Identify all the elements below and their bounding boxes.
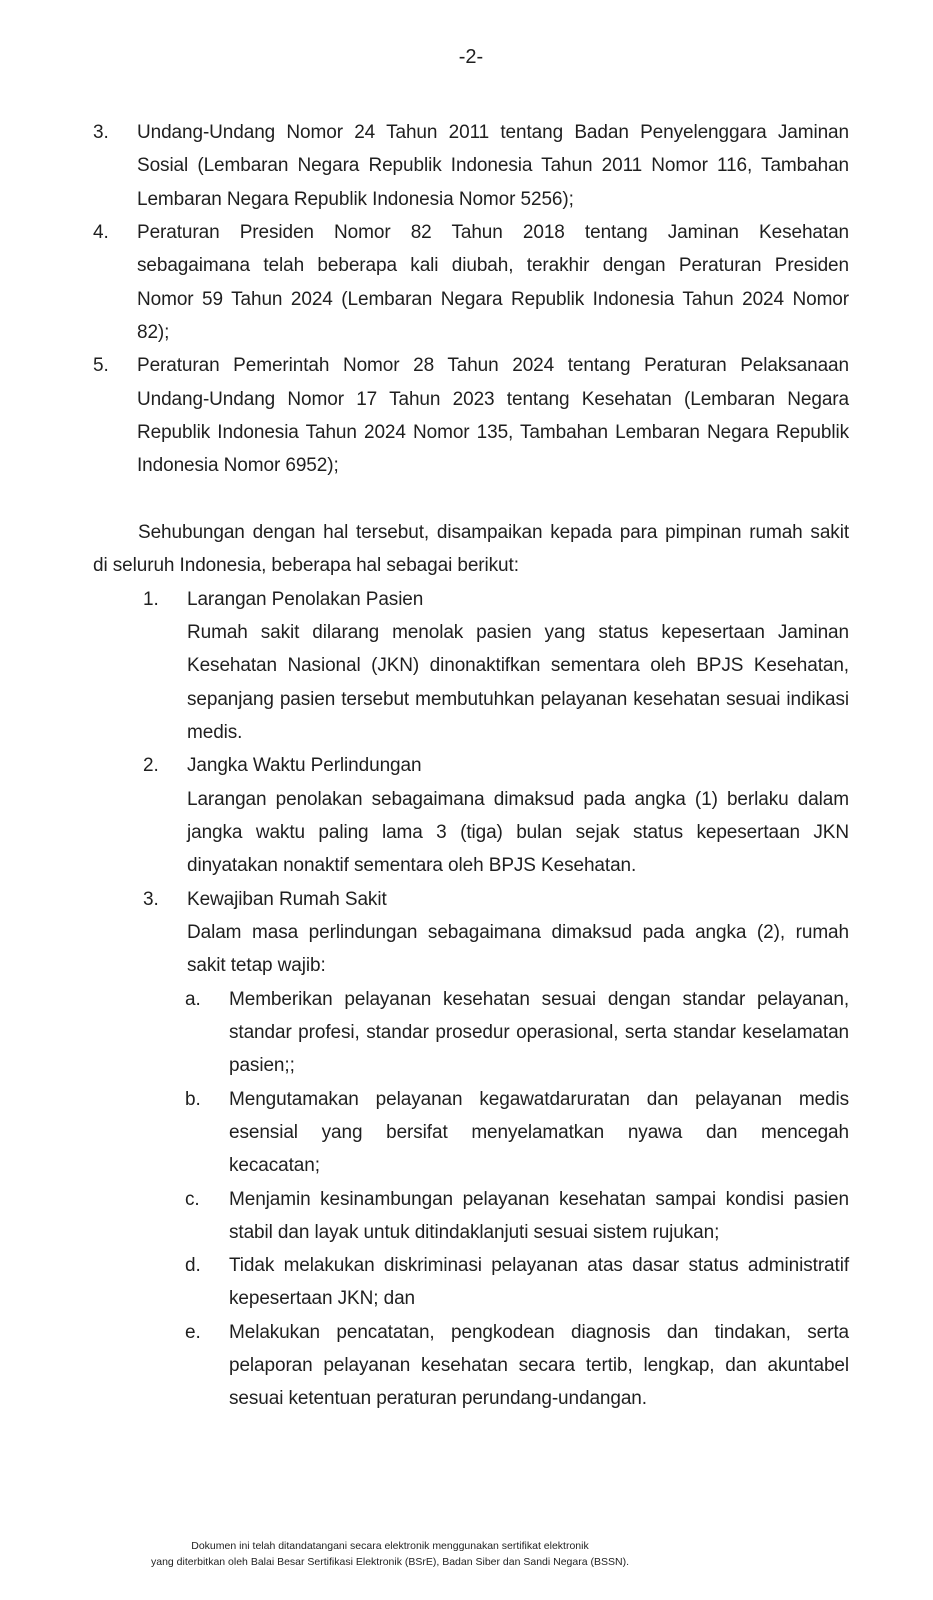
paragraph [93, 516, 849, 583]
list-item-3 [93, 116, 849, 216]
text-line: sakit tetap wajib: [187, 955, 326, 977]
list-marker [143, 616, 187, 749]
list-marker: 1. [143, 588, 159, 610]
text-line: di seluruh Indonesia, beberapa hal sebagai berikut: [93, 555, 519, 577]
list-item-body [93, 783, 849, 883]
list-marker: 3. [93, 122, 109, 143]
text-line: dinyatakan nonaktif sementara oleh BPJS Kesehatan. [187, 855, 637, 877]
text-line: Sosial (Lembaran Negara Republik Indonesia Tahun 2011 Nomor 116, Tambahan [137, 155, 849, 177]
text-lines [187, 749, 849, 782]
text-line: Jangka Waktu Perlindungan [187, 755, 422, 777]
list-item-3 [93, 883, 849, 916]
list-marker: 2. [143, 755, 159, 777]
text-line: Undang-Undang Nomor 24 Tahun 2011 tentang Badan Penyelenggara Jaminan [137, 122, 849, 143]
text-lines [229, 1183, 849, 1250]
list-marker: 3. [143, 888, 159, 910]
text-line: Peraturan Presiden Nomor 82 Tahun 2018 tentang Jaminan Kesehatan [137, 221, 849, 243]
text-lines [137, 216, 849, 349]
text-lines [229, 983, 849, 1083]
text-lines [187, 616, 849, 749]
list-marker [143, 783, 187, 883]
footer-line-1: Dokumen ini telah ditandatangani secara elektronik menggunakan sertifikat elektronik [191, 1540, 589, 1552]
page-number: -2- [458, 46, 484, 68]
text-lines [187, 783, 849, 883]
footer-line-2: yang diterbitkan oleh Balai Besar Sertifikasi Elektronik (BSrE), Badan Siber dan Sandi Negara (BSSN). [151, 1555, 629, 1568]
list-marker: c. [185, 1188, 200, 1210]
text-line: Larangan Penolakan Pasien [187, 588, 424, 610]
text-line: jangka waktu paling lama 3 (tiga) bulan sejak status kepesertaan JKN [187, 821, 849, 843]
text-line: Kewajiban Rumah Sakit [187, 888, 387, 910]
text-line: Peraturan Pemerintah Nomor 28 Tahun 2024 tentang Peraturan Pelaksanaan [137, 355, 849, 377]
list-item-b [93, 1083, 849, 1183]
list-item-body [93, 616, 849, 749]
text-line: kecacatan; [229, 1155, 320, 1177]
list-item-5 [93, 349, 849, 482]
list-item-e [93, 1316, 849, 1416]
list-item-2 [93, 749, 849, 782]
list-marker: b. [185, 1088, 201, 1110]
text-line: Lembaran Negara Republik Indonesia Nomor 5256); [137, 188, 574, 210]
list-marker: 5. [93, 355, 109, 377]
list-marker: a. [185, 988, 201, 1010]
text-line: pasien;; [229, 1055, 295, 1077]
text-line: Larangan penolakan sebagaimana dimaksud pada angka (1) berlaku dalam [187, 788, 849, 810]
text-line: Memberikan pelayanan kesehatan sesuai dengan standar pelayanan, [229, 988, 849, 1010]
text-line: Mengutamakan pelayanan kegawatdaruratan dan pelayanan medis [229, 1088, 849, 1110]
list-item-d [93, 1249, 849, 1316]
list-marker: e. [185, 1321, 201, 1343]
text-lines [229, 1083, 849, 1183]
text-line: kepesertaan JKN; dan [229, 1288, 416, 1310]
text-lines [187, 916, 849, 983]
list-item-body [93, 916, 849, 983]
text-line: sepanjang pasien tersebut membutuhkan pelayanan kesehatan sesuai indikasi [187, 688, 849, 710]
list-item-4 [93, 216, 849, 349]
text-line: Kesehatan Nasional (JKN) dinonaktifkan sementara oleh BPJS Kesehatan, [187, 655, 849, 677]
text-lines [137, 116, 849, 216]
list-item-a [93, 983, 849, 1083]
document-body [93, 116, 849, 1416]
text-line: Republik Indonesia Tahun 2024 Nomor 135, Tambahan Lembaran Negara Republik [137, 421, 849, 443]
text-lines [187, 583, 849, 616]
text-lines [93, 516, 849, 583]
text-line: standar profesi, standar prosedur operasional, serta standar keselamatan [229, 1021, 849, 1043]
text-line: Rumah sakit dilarang menolak pasien yang status kepesertaan Jaminan [187, 621, 849, 643]
text-line: Sehubungan dengan hal tersebut, disampaikan kepada para pimpinan rumah sakit [138, 521, 849, 543]
list-marker [143, 916, 187, 983]
text-line: Indonesia Nomor 6952); [137, 455, 339, 477]
text-line: Undang-Undang Nomor 17 Tahun 2023 tentang Kesehatan (Lembaran Negara [137, 388, 849, 410]
list-marker: d. [185, 1255, 201, 1277]
text-lines [229, 1249, 849, 1316]
text-line: Melakukan pencatatan, pengkodean diagnosis dan tindakan, serta [229, 1321, 849, 1343]
text-line: Nomor 59 Tahun 2024 (Lembaran Negara Republik Indonesia Tahun 2024 Nomor [137, 288, 849, 310]
text-line: Dalam masa perlindungan sebagaimana dimaksud pada angka (2), rumah [187, 921, 849, 943]
text-lines [229, 1316, 849, 1416]
text-line: Menjamin kesinambungan pelayanan kesehatan sampai kondisi pasien [229, 1188, 849, 1210]
text-line: Tidak melakukan diskriminasi pelayanan atas dasar status administratif [229, 1255, 849, 1277]
text-line: sesuai ketentuan peraturan perundang-undangan. [229, 1388, 647, 1410]
list-item-c [93, 1183, 849, 1250]
text-line: medis. [187, 721, 243, 743]
text-line: 82); [137, 321, 170, 343]
list-item-1 [93, 583, 849, 616]
text-lines [187, 883, 849, 916]
signature-notice [0, 1539, 780, 1570]
text-line: pelaporan pelayanan kesehatan secara tertib, lengkap, dan akuntabel [229, 1355, 849, 1377]
text-lines [137, 349, 849, 482]
text-line: sebagaimana telah beberapa kali diubah, terakhir dengan Peraturan Presiden [137, 255, 849, 277]
text-line: esensial yang bersifat menyelamatkan nyawa dan mencegah [229, 1121, 849, 1143]
text-line: stabil dan layak untuk ditindaklanjuti sesuai sistem rujukan; [229, 1221, 720, 1243]
list-marker: 4. [93, 221, 109, 243]
